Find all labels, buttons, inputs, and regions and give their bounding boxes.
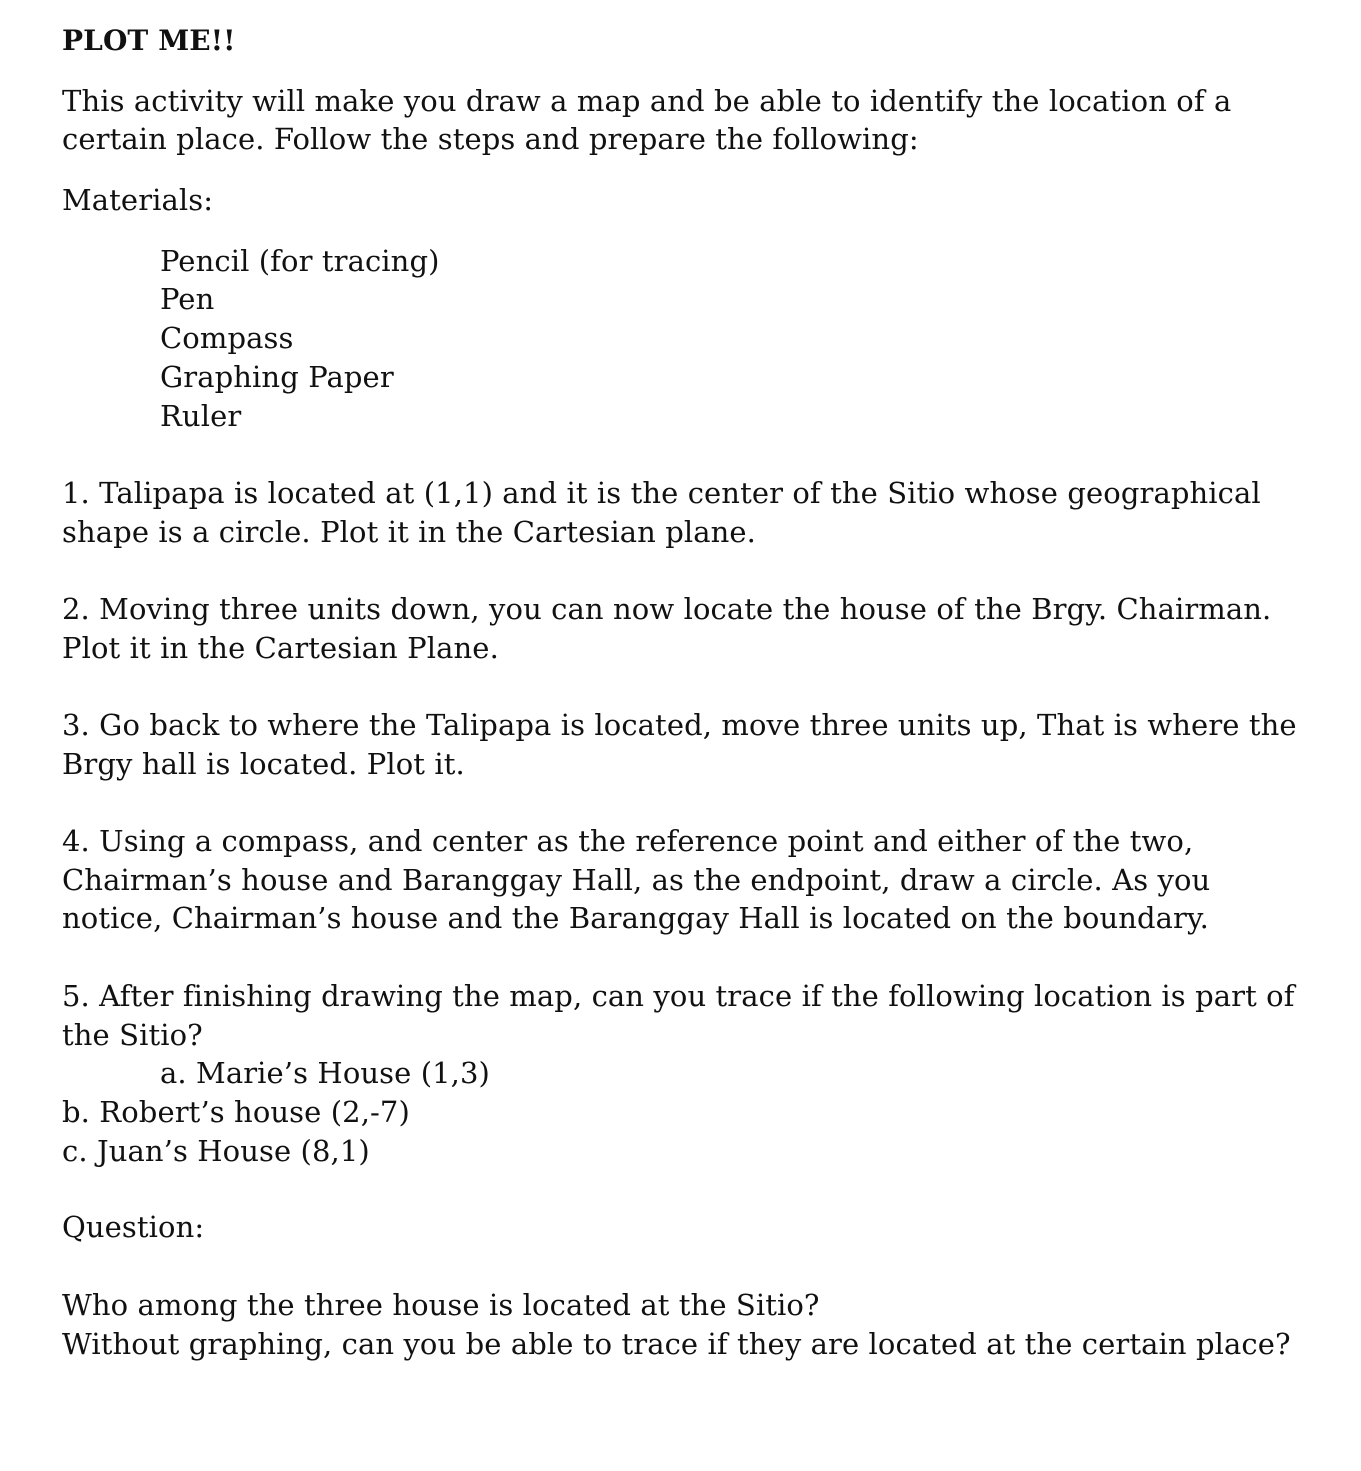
materials-label: Materials:	[62, 183, 214, 217]
step-5-line-2: the Sitio?	[62, 1018, 203, 1052]
step-4-line-2: Chairman’s house and Baranggay Hall, as the endpoint, draw a circle. As you	[62, 863, 1211, 897]
intro-line-2: certain place. Follow the steps and prepare the following:	[62, 122, 919, 156]
step-1-line-2: shape is a circle. Plot it in the Cartesian plane.	[62, 515, 757, 549]
location-item-juan: c. Juan’s House (8,1)	[62, 1134, 370, 1168]
question-label: Question:	[62, 1210, 205, 1244]
material-item: Pen	[160, 282, 215, 316]
material-item: Compass	[160, 321, 294, 355]
step-2-line-1: 2. Moving three units down, you can now locate the house of the Brgy. Chairman.	[62, 592, 1272, 626]
location-item-marie: a. Marie’s House (1,3)	[160, 1056, 490, 1090]
page-title: PLOT ME!!	[62, 24, 236, 57]
step-4-line-3: notice, Chairman’s house and the Baranggay Hall is located on the boundary.	[62, 901, 1209, 935]
step-3-line-1: 3. Go back to where the Talipapa is located, move three units up, That is where the	[62, 708, 1297, 742]
question-line-1: Who among the three house is located at the Sitio?	[62, 1288, 820, 1322]
step-1-line-1: 1. Talipapa is located at (1,1) and it is the center of the Sitio whose geographical	[62, 476, 1261, 510]
step-4-line-1: 4. Using a compass, and center as the reference point and either of the two,	[62, 824, 1194, 858]
material-item: Graphing Paper	[160, 360, 394, 394]
material-item: Pencil (for tracing)	[160, 244, 440, 278]
material-item: Ruler	[160, 399, 242, 433]
question-line-2: Without graphing, can you be able to trace if they are located at the certain place?	[62, 1327, 1291, 1361]
location-item-robert: b. Robert’s house (2,-7)	[62, 1095, 410, 1129]
step-5-line-1: 5. After finishing drawing the map, can you trace if the following location is part of	[62, 979, 1295, 1013]
step-2-line-2: Plot it in the Cartesian Plane.	[62, 631, 499, 665]
intro-line-1: This activity will make you draw a map and be able to identify the location of a	[62, 84, 1232, 118]
step-3-line-2: Brgy hall is located. Plot it.	[62, 747, 465, 781]
